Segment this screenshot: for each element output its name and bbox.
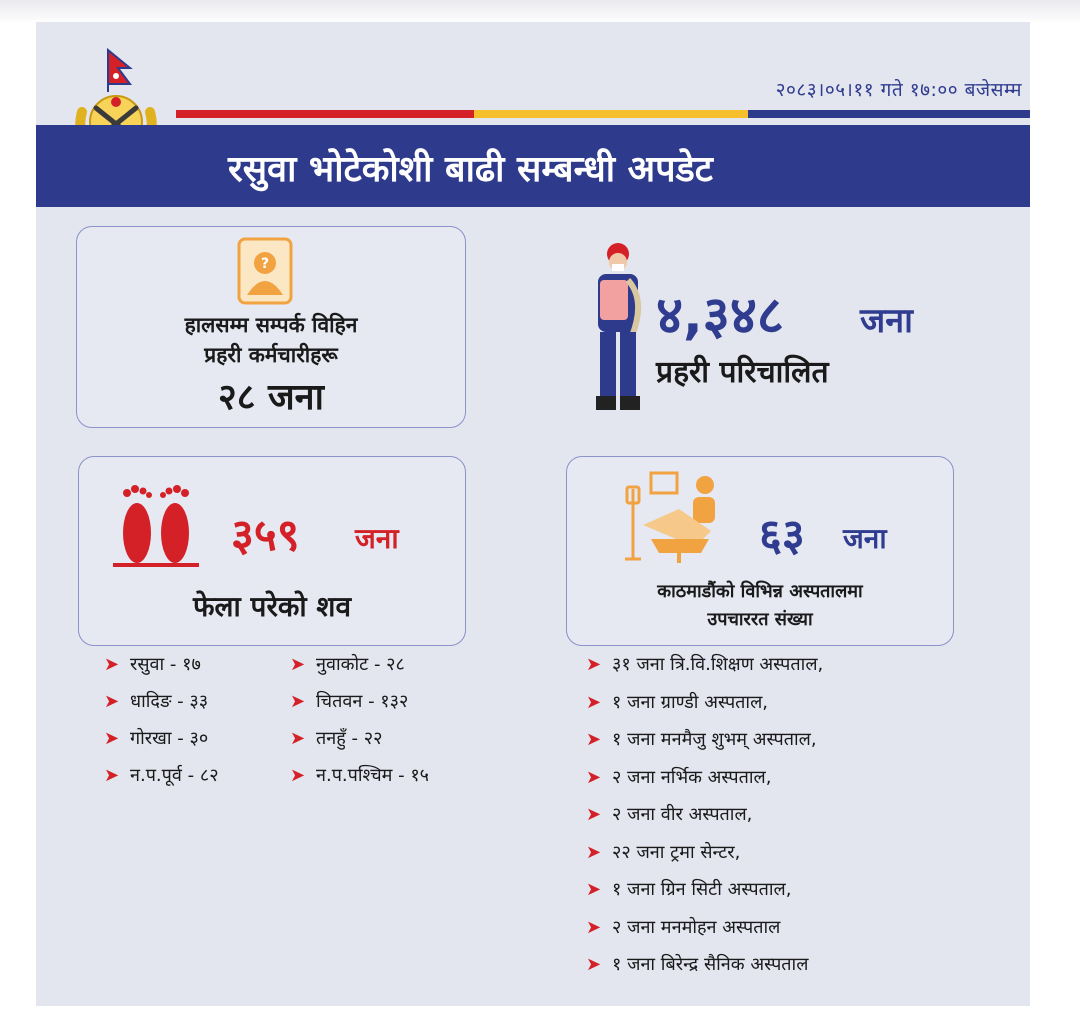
list-item: ➤ २ जना मनमोहन अस्पताल — [586, 915, 823, 953]
police-deployed-label: प्रहरी परिचालित — [656, 355, 829, 390]
missing-line-1: हालसम्म सम्पर्क विहिन — [184, 313, 358, 337]
bodies-label: फेला परेको शव — [192, 590, 352, 623]
list-item: ➤ १ जना ग्रिन सिटी अस्पताल, — [586, 877, 823, 915]
arrow-right-icon: ➤ — [586, 691, 602, 713]
arrow-right-icon: ➤ — [104, 765, 120, 786]
list-item: ➤ १ जना ग्राण्डी अस्पताल, — [586, 690, 823, 728]
top-shadow — [0, 0, 1080, 24]
missing-count: २८ जना — [218, 377, 324, 418]
missing-personnel-box — [76, 226, 466, 428]
list-item: ➤ न.प.पूर्व - ८२ — [104, 763, 219, 800]
update-date: २०८३।०५।११ गते १७:०० बजेसम्म — [775, 79, 1022, 101]
list-item: ➤ नुवाकोट - २८ — [290, 652, 429, 689]
list-item: ➤ गोरखा - ३० — [104, 726, 219, 763]
police-deployed-unit: जना — [860, 301, 913, 341]
missing-line-2: प्रहरी कर्मचारीहरू — [204, 343, 338, 367]
districts-list-1 — [104, 652, 219, 800]
bodies-found-box — [78, 456, 466, 646]
districts-list-2 — [290, 652, 429, 800]
arrow-right-icon: ➤ — [290, 765, 306, 786]
arrow-right-icon: ➤ — [104, 728, 120, 749]
arrow-right-icon: ➤ — [586, 841, 602, 863]
arrow-right-icon: ➤ — [586, 916, 602, 938]
police-deployed-number: ४,३४८ — [656, 286, 784, 346]
list-item: ➤ तनहुँ - २२ — [290, 726, 429, 763]
arrow-right-icon: ➤ — [104, 691, 120, 712]
arrow-right-icon: ➤ — [586, 954, 602, 975]
hospital-treatment-box — [566, 456, 954, 646]
hospital-unit: जना — [843, 522, 887, 555]
flag-stripe-blue — [748, 110, 1030, 118]
hospital-bed-icon — [621, 469, 731, 565]
arrow-right-icon: ➤ — [586, 729, 602, 750]
flag-stripe-red — [176, 110, 474, 118]
police-officer-icon — [584, 240, 656, 420]
list-item: ➤ ३१ जना त्रि.वि.शिक्षण अस्पताल, — [586, 652, 823, 690]
hospitals-list — [586, 652, 823, 990]
footprints-icon — [113, 479, 199, 569]
missing-person-icon — [237, 237, 293, 305]
arrow-right-icon: ➤ — [586, 804, 602, 825]
title-banner — [36, 125, 1030, 207]
infographic-poster — [36, 22, 1030, 1006]
list-item: ➤ २ जना नर्भिक अस्पताल, — [586, 765, 823, 803]
list-item: ➤ २२ जना ट्रमा सेन्टर, — [586, 840, 823, 878]
list-item: ➤ रसुवा - १७ — [104, 652, 219, 689]
list-item: ➤ चितवन - १३२ — [290, 689, 429, 726]
flag-stripe-yellow — [474, 110, 748, 118]
arrow-right-icon: ➤ — [104, 654, 120, 675]
list-item: ➤ १ जना मनमैजु शुभम् अस्पताल, — [586, 727, 823, 765]
list-item: ➤ धादिङ - ३३ — [104, 689, 219, 726]
arrow-right-icon: ➤ — [290, 691, 306, 712]
svg-text:?: ? — [260, 256, 270, 272]
list-item: ➤ १ जना बिरेन्द्र सैनिक अस्पताल — [586, 952, 823, 990]
hospital-number: ६३ — [759, 510, 805, 561]
arrow-right-icon: ➤ — [586, 879, 602, 900]
arrow-right-icon: ➤ — [290, 654, 306, 675]
arrow-right-icon: ➤ — [586, 654, 602, 675]
hospital-line-1: काठमाडौंको विभिन्न अस्पतालमा — [657, 581, 863, 602]
list-item: ➤ न.प.पश्चिम - १५ — [290, 763, 429, 800]
bodies-number: ३५९ — [231, 510, 300, 561]
arrow-right-icon: ➤ — [586, 766, 602, 788]
page-title: रसुवा भोटेकोशी बाढी सम्बन्धी अपडेट — [228, 149, 713, 190]
list-item: ➤ २ जना वीर अस्पताल, — [586, 802, 823, 840]
hospital-line-2: उपचाररत संख्या — [707, 609, 813, 630]
bodies-unit: जना — [355, 522, 399, 555]
arrow-right-icon: ➤ — [290, 728, 306, 749]
